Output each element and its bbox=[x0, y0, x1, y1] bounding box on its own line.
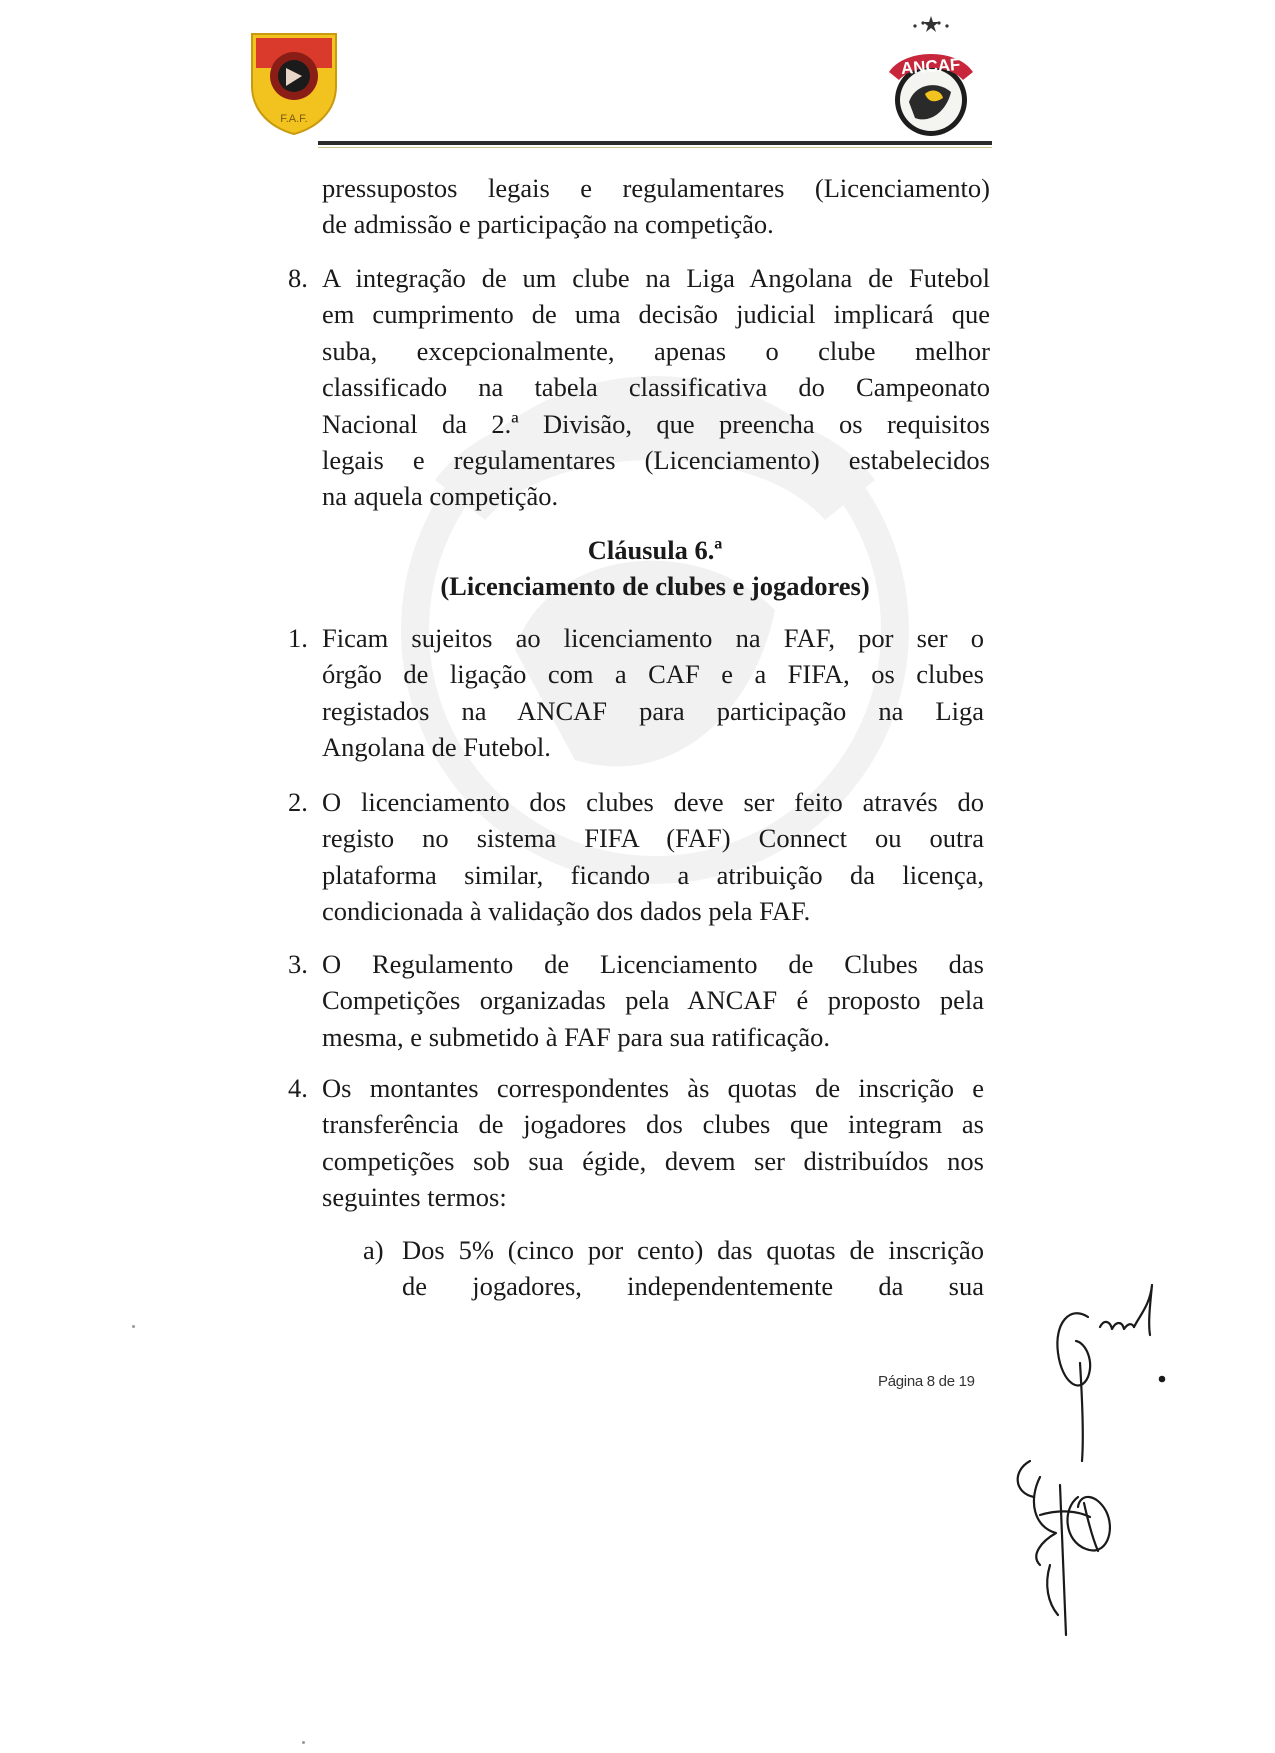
item-3-paragraph bbox=[322, 946, 984, 1055]
scan-speck bbox=[302, 1741, 305, 1744]
text-line: Angolana de Futebol. bbox=[322, 732, 551, 763]
text-line: competições sob sua égide, devem ser distribuídos nos bbox=[322, 1145, 984, 1176]
header-rule-accent bbox=[318, 147, 992, 148]
header-rule bbox=[318, 141, 992, 145]
text-line: órgão de ligação com a CAF e a FIFA, os clubes bbox=[322, 659, 984, 690]
text-line: A integração de um clube na Liga Angolana de Futebol bbox=[322, 263, 990, 293]
svg-text:ANCAF: ANCAF bbox=[900, 54, 961, 79]
text-line: Ficam sujeitos ao licenciamento na FAF, por ser o bbox=[322, 623, 984, 653]
text-line: transferência de jogadores dos clubes que integram as bbox=[322, 1109, 984, 1140]
item-number: 3. bbox=[288, 949, 308, 979]
clause-subtitle: (Licenciamento de clubes e jogadores) bbox=[440, 571, 870, 601]
text-line: registo no sistema FIFA (FAF) Connect ou outra bbox=[322, 823, 984, 854]
text-line: registados na ANCAF para participação na Liga bbox=[322, 695, 984, 726]
text-line: O Regulamento de Licenciamento de Clubes das bbox=[322, 949, 984, 979]
text-line: suba, excepcionalmente, apenas o clube melhor bbox=[322, 335, 990, 366]
intro-paragraph bbox=[322, 170, 990, 243]
item-number: 8. bbox=[288, 263, 308, 293]
item-number: 1. bbox=[288, 623, 308, 653]
text-line: classificado na tabela classificativa do Campeonato bbox=[322, 372, 990, 403]
text-line: de admissão e participação na competição. bbox=[322, 209, 774, 240]
text-line: mesma, e submetido à FAF para sua ratificação. bbox=[322, 1021, 830, 1052]
text-line: plataforma similar, ficando a atribuição da licença, bbox=[322, 859, 984, 890]
text-line: em cumprimento de uma decisão judicial implicará que bbox=[322, 299, 990, 330]
clause-title: Cláusula 6.ª bbox=[587, 535, 723, 565]
subitem-label: a) bbox=[363, 1235, 384, 1265]
scan-speck bbox=[132, 1325, 135, 1328]
text-line: O licenciamento dos clubes deve ser feito através do bbox=[322, 787, 984, 817]
subitem-a-paragraph bbox=[402, 1232, 984, 1305]
text-line: Nacional da 2.ª Divisão, que preencha os requisitos bbox=[322, 408, 990, 439]
item-number: 4. bbox=[288, 1073, 308, 1103]
item-4-paragraph bbox=[322, 1070, 984, 1216]
page-number: Página 8 de 19 bbox=[878, 1373, 975, 1390]
text-line: na aquela competição. bbox=[322, 481, 559, 512]
text-line: seguintes termos: bbox=[322, 1182, 507, 1213]
text-line: de jogadores, independentemente da sua bbox=[402, 1271, 984, 1302]
item-2-paragraph bbox=[322, 784, 984, 930]
item-8-paragraph bbox=[322, 260, 990, 515]
ancaf-logo bbox=[875, 14, 987, 144]
text-line: condicionada à validação dos dados pela FAF. bbox=[322, 896, 811, 927]
handwritten-signatures bbox=[1000, 1265, 1220, 1665]
item-1-paragraph bbox=[322, 620, 984, 766]
svg-text:F.A.F.: F.A.F. bbox=[280, 113, 308, 125]
text-line: legais e regulamentares (Licenciamento) estabelecidos bbox=[322, 445, 990, 476]
text-line: Os montantes correspondentes às quotas de inscrição e bbox=[322, 1073, 984, 1103]
item-number: 2. bbox=[288, 787, 308, 817]
text-line: Competições organizadas pela ANCAF é proposto pela bbox=[322, 985, 984, 1016]
faf-logo bbox=[246, 28, 342, 138]
text-line: Dos 5% (cinco por cento) das quotas de inscrição bbox=[402, 1235, 984, 1265]
text-line: pressupostos legais e regulamentares (Licenciamento) bbox=[322, 173, 990, 203]
